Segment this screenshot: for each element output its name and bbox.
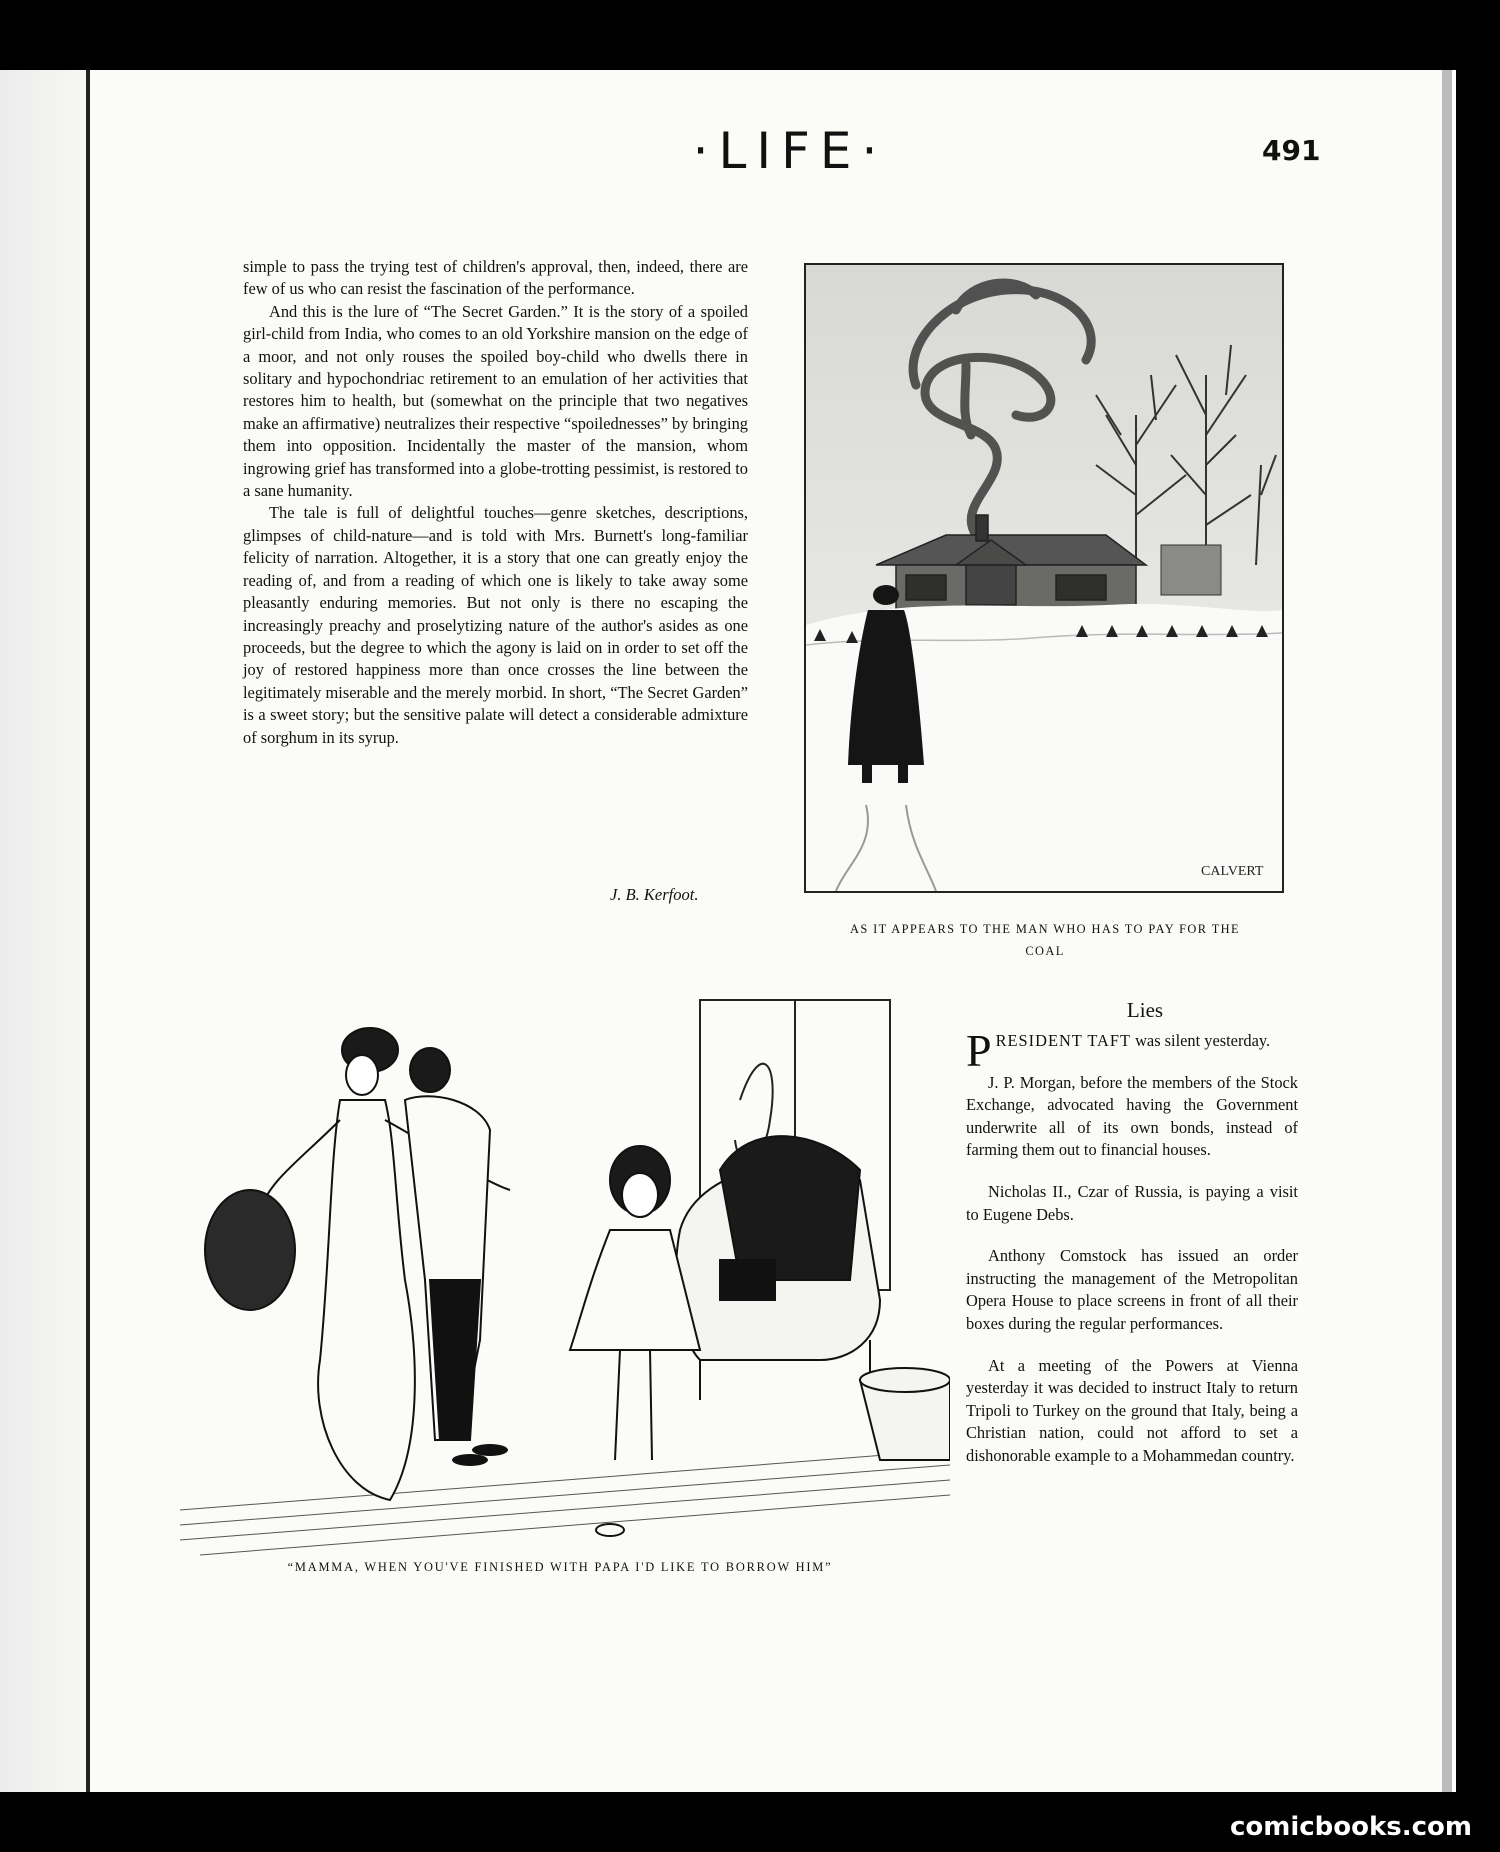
illustration-caption: “MAMMA, WHEN YOU'VE FINISHED WITH PAPA I'D LIKE TO BORROW HIM” [287,1560,833,1574]
family-scene-drawing [180,980,950,1560]
binding-line [86,70,90,1792]
winter-house-drawing [806,265,1282,891]
lies-column [966,1025,1298,1487]
review-paragraph: simple to pass the trying test of children's approval, then, indeed, there are few of us who can resist the fascination of the performance. [243,257,748,299]
lies-paragraph: At a meeting of the Powers at Vienna yesterday it was decided to instruct Italy to return Tripoli to Turkey on the ground that Italy, being a Christian nation, could not afford to set a dishonorable example to a Mohammedan country. [966,1355,1298,1465]
review-column [243,256,748,749]
lies-paragraph: Nicholas II., Czar of Russia, is paying a visit to Eugene Debs. [966,1181,1298,1224]
review-paragraph: And this is the lure of “The Secret Garden.” It is the story of a spoiled girl-child from India, who comes to an old Yorkshire mansion on the edge of a moor, and not only rouses the spoiled boy-child who dwells there in solitary and hypochondriac retirement to an emulation of her activities that restores him to health, but (somewhat on the principle that two negatives make an affirmative) neutralizes their respective “spoilednesses” by bringing them into opposition. Incidentally the master of the mansion, whom ingrowing grief has transformed into a globe-trotting pessimist, is restored to a sane humanity. [243,301,748,501]
winter-house-illustration [804,263,1284,893]
lies-paragraph: Anthony Comstock has issued an order instructing the management of the Metropolitan Opera House to place screens in front of all their boxes during the regular performances. [966,1246,1298,1333]
illustration-caption: AS IT APPEARS TO THE MAN WHO HAS TO PAY FOR THE COAL [850,922,1240,958]
lead-caps: RESIDENT TAFT [995,1031,1131,1050]
artist-signature: CALVERT [1201,864,1264,879]
section-title: Lies [1126,998,1164,1022]
page-edge [1442,70,1452,1792]
binding-shadow [0,70,86,1792]
family-scene-illustration [180,980,950,1560]
page-number: 491 [1262,134,1321,167]
lead-rest: was silent yesterday. [1130,1031,1271,1050]
review-author: J. B. Kerfoot. [610,885,699,904]
lies-paragraph: J. P. Morgan, before the members of the Stock Exchange, advocated having the Government underwrite all of its own bonds, instead of farming them out to financial houses. [966,1072,1298,1160]
lies-lead-paragraph [966,1025,1298,1076]
masthead: ·LIFE· [692,122,888,180]
review-paragraph: The tale is full of delightful touches—genre sketches, descriptions, glimpses of child-nature—and is told with Mrs. Burnett's long-familiar felicity of narration. Altogether, it is a story that one can greatly enjoy the reading of, and from a reading of which one is likely to take away some pleasantly enduring memories. But not only is there no escaping the increasingly preachy and proselytizing nature of the author's asides as one proceeds, but the degree to which the agony is laid on in order to set off the joy of restored happiness more than once crosses the line between the legitimately miserable and the merely morbid. In short, “The Secret Garden” is a sweet story; but the sensitive palate will detect a considerable admixture of sorghum in its syrup. [243,503,748,747]
drop-cap: P [966,1025,992,1076]
page-edge-highlight [1452,70,1456,1792]
site-watermark: comicbooks.com [1229,1812,1472,1842]
